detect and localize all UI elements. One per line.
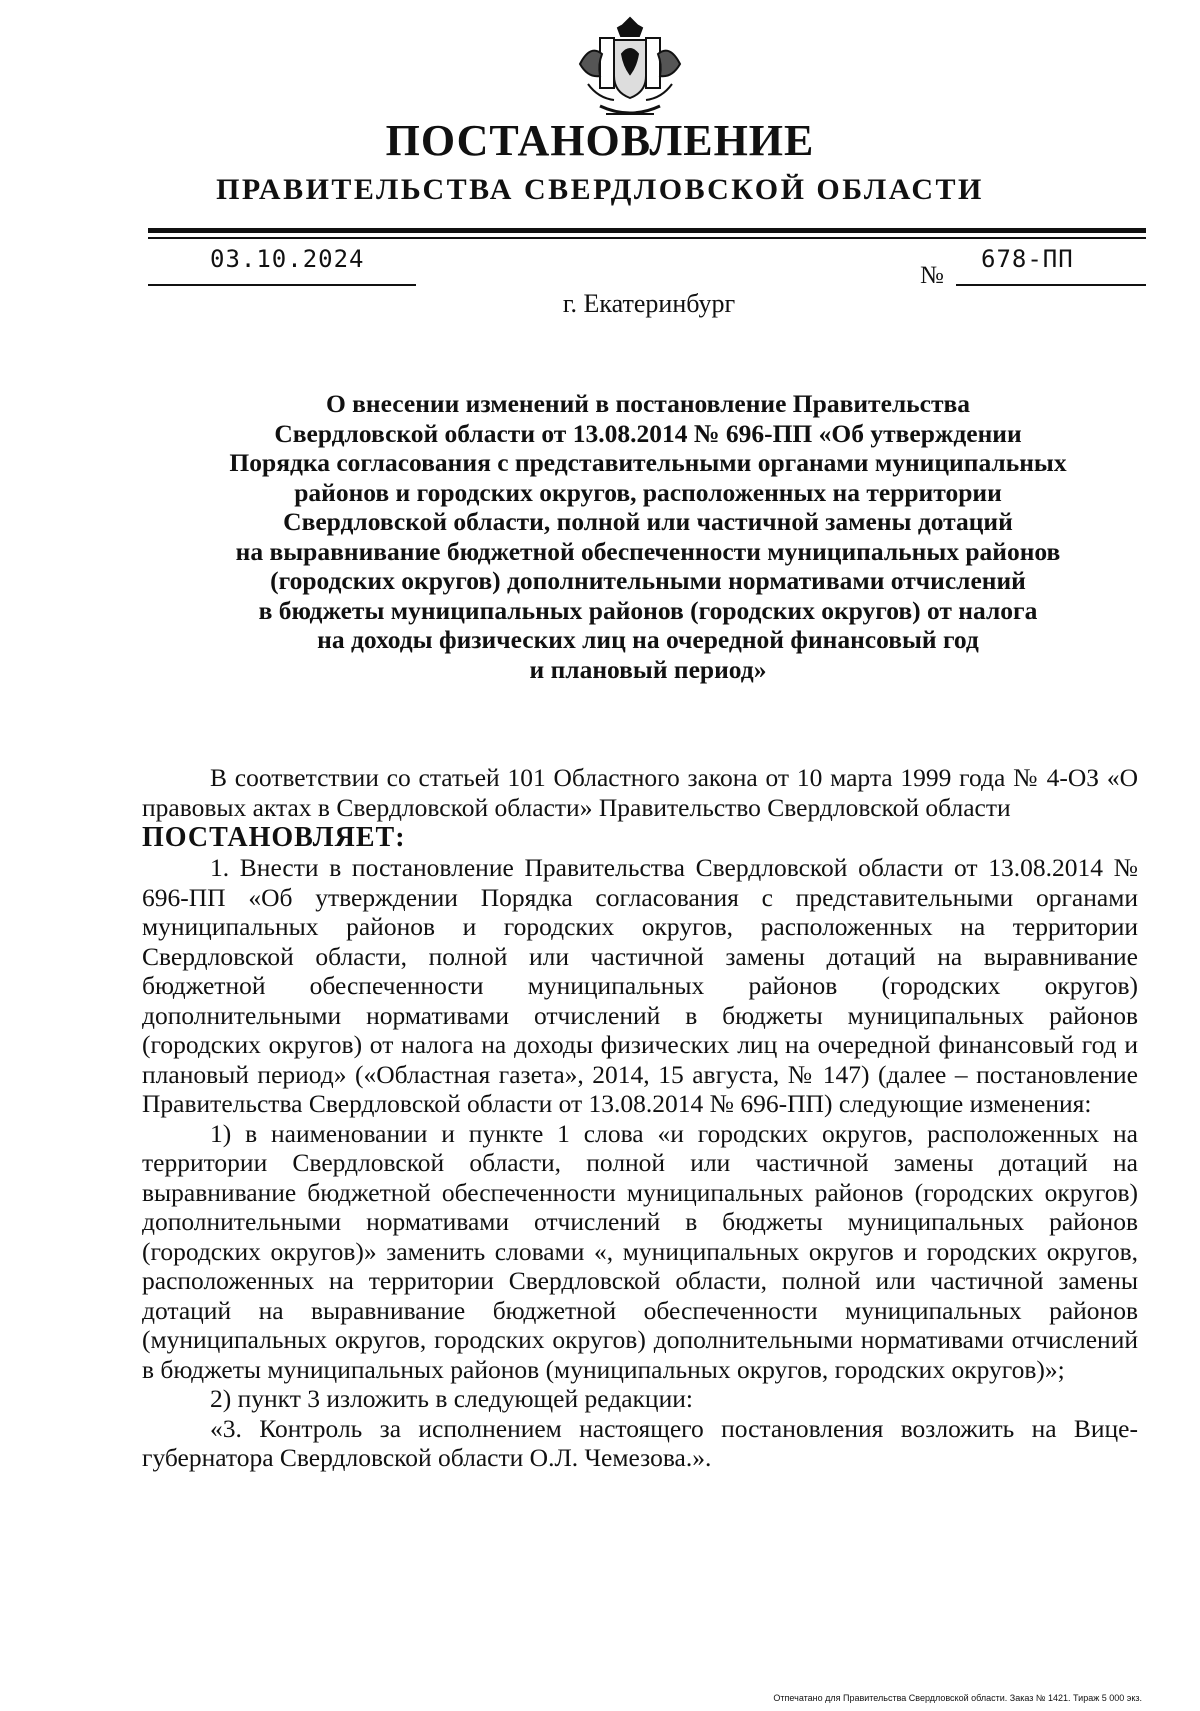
print-imprint: Отпечатано для Правительства Свердловской области. Заказ № 1421. Тираж 5 000 экз. [773,1693,1142,1703]
decree-word: ПОСТАНОВЛЯЕТ: [142,822,406,853]
number-sign: № [920,262,944,289]
document-number: 678-ПП [981,245,1074,273]
title-line: и плановый период» [529,654,767,684]
item-1-paragraph: 1. Внести в постановление Правительства Свердловской области от 13.08.2014 № 696-ПП «Об утверждении Порядка согласования с представительными органами муниципальных районов и городских округов, расположенных на территории Свердловской области, полной или частичной замены дотаций на выравнивание бюджетной обеспеченности муниципальных районов (городских округов) дополнительными нормативами отчислений в бюджеты муниципальных районов (городских округов) от налога на доходы физических лиц на очередной финансовый год и плановый период» («Областная газета», 2014, 15 августа, № 147) (далее – постановление Правительства Свердловской области от 13.08.2014 № 696-ПП) следующие изменения: [142,853,1138,1118]
city-name: г. Екатеринбург [562,289,736,318]
subitem-2-paragraph: 2) пункт 3 изложить в следующей редакции: [210,1384,693,1413]
title-line: Порядка согласования с представительными органами муниципальных [229,448,1067,477]
quoted-item-3-paragraph: «3. Контроль за исполнением настоящего постановления возложить на Вице-губернатора Свердловской области О.Л. Чемезова.». [142,1413,1138,1472]
title-line: районов и городских округов, расположенных на территории [294,477,1002,507]
date-underline [148,284,416,286]
title-line: Свердловской области от 13.08.2014 № 696-ПП «Об утверждении [274,418,1022,448]
document-title [150,389,1146,684]
title-line: Свердловской области, полной или частичной замены дотаций [283,507,1013,536]
title-line: на доходы физических лиц на очередной финансовый год [317,625,979,654]
header-rule-thin [148,237,1146,239]
number-underline [956,284,1146,286]
document-body [142,763,1138,1473]
document-type-title: ПОСТАНОВЛЕНИЕ [385,116,815,165]
preamble-paragraph: В соответствии со статьей 101 Областного закона от 10 марта 1999 года № 4-ОЗ «О правовых актах в Свердловской области» Правительство Свердловской области [142,763,1138,822]
title-line: на выравнивание бюджетной обеспеченности муниципальных районов [235,536,1061,566]
document-date: 03.10.2024 [210,245,365,273]
coat-of-arms-emblem [570,14,690,124]
title-line: О внесении изменений в постановление Правительства [325,389,971,418]
header-rule-thick [148,228,1146,233]
organization-name: ПРАВИТЕЛЬСТВА СВЕРДЛОВСКОЙ ОБЛАСТИ [216,173,984,206]
subitem-1-paragraph: 1) в наименовании и пункте 1 слова «и городских округов, расположенных на территории Свердловской области, полной или частичной замены дотаций на выравнивание бюджетной обеспеченности муниципальных районов (городских округов) дополнительными нормативами отчислений в бюджеты муниципальных районов (городских округов)» заменить словами «, муниципальных округов и городских округов, расположенных на территории Свердловской области, полной или частичной замены дотаций на выравнивание бюджетной обеспеченности муниципальных районов (муниципальных округов, городских округов) дополнительными нормативами отчислений в бюджеты муниципальных районов (муниципальных округов, городских округов)»; [142,1118,1138,1384]
title-line: (городских округов) дополнительными нормативами отчислений [270,566,1026,595]
title-line: в бюджеты муниципальных районов (городских округов) от налога [258,595,1038,625]
